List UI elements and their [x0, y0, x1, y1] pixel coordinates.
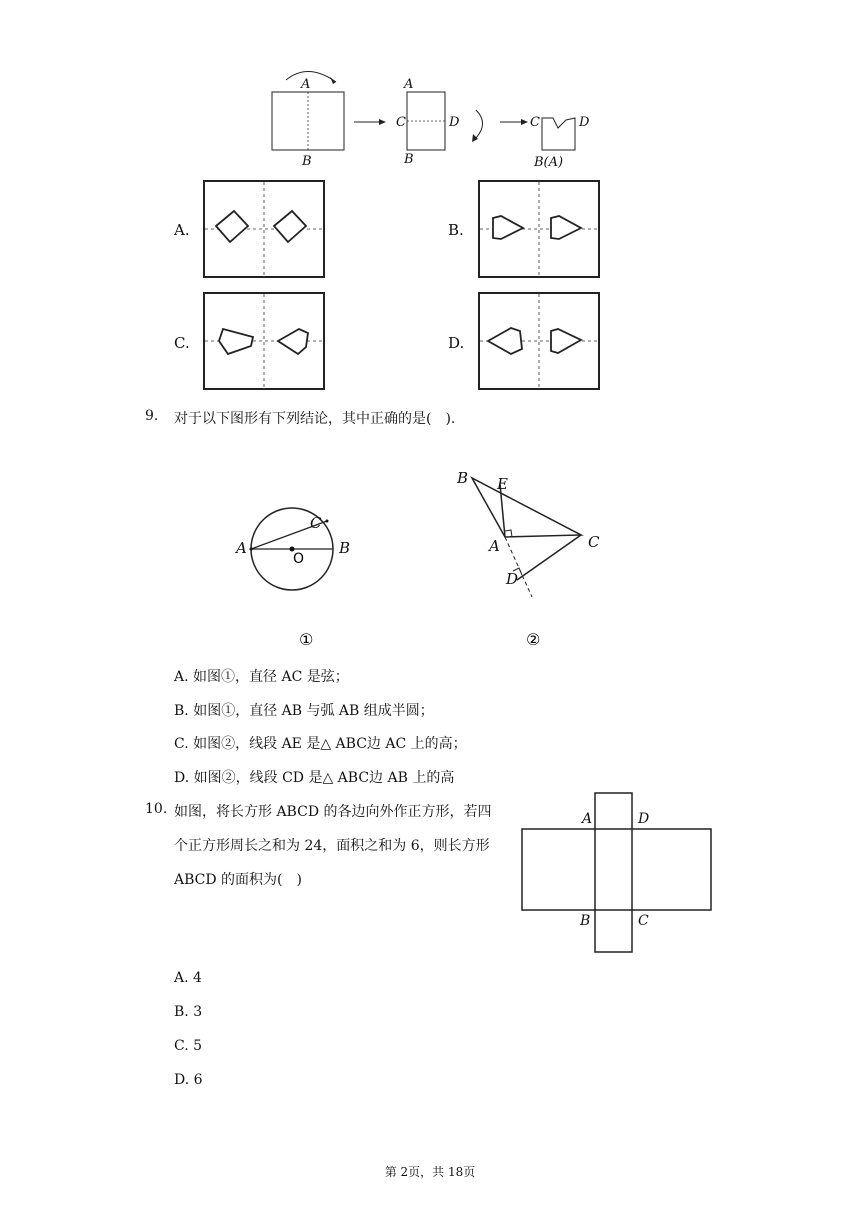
- q9-fig1-label-c: C: [310, 514, 322, 532]
- fold-label-c2: C: [530, 115, 540, 130]
- q10-option-c: C. 5: [174, 1038, 203, 1054]
- fold-label-ba: B(A): [534, 155, 564, 170]
- q8-option-a-letter: A.: [174, 221, 190, 239]
- q10-fig-label-b: B: [580, 913, 591, 929]
- q9-number: 9.: [145, 408, 159, 424]
- q10-line-3: ABCD 的面积为( ): [174, 872, 302, 888]
- q9-fig2-label-d: D: [506, 570, 519, 588]
- q10-fig-label-c: C: [638, 913, 649, 929]
- q10-number: 10.: [145, 801, 168, 817]
- q9-option-a: A. 如图①，直径 AC 是弦；: [174, 669, 349, 685]
- page-footer: 第 2页，共 18页: [384, 1165, 476, 1179]
- q9-option-b: B. 如图①，直径 AB 与弧 AB 组成半圆；: [174, 703, 434, 719]
- q9-fig2-label-e: E: [497, 475, 508, 493]
- fold-label-d: D: [449, 115, 460, 130]
- fold-label-c: C: [396, 115, 406, 130]
- fold-label-a2: A: [404, 77, 414, 92]
- q9-fig2-label-a: A: [489, 537, 500, 555]
- q10-option-d: D. 6: [174, 1072, 203, 1088]
- q9-fig2-label-c: C: [588, 533, 600, 551]
- q10-line-2: 个正方形周长之和为 24，面积之和为 6，则长方形: [174, 838, 490, 854]
- q10-line-1: 如图，将长方形 ABCD 的各边向外作正方形，若四: [174, 804, 492, 820]
- fold-label-b2: B: [404, 152, 414, 167]
- q9-option-d: D. 如图②，线段 CD 是△ ABC边 AB 上的高: [174, 770, 455, 786]
- fold-label-d2: D: [579, 115, 590, 130]
- q9-fig2-caption: ②: [526, 630, 541, 649]
- q9-stem: 对于以下图形有下列结论，其中正确的是( ).: [174, 411, 456, 427]
- q9-fig1-label-b: B: [339, 539, 351, 557]
- fold-label-a: A: [301, 77, 311, 92]
- q10-option-a: A. 4: [174, 970, 202, 986]
- q10-option-b: B. 3: [174, 1004, 203, 1020]
- q8-option-c-letter: C.: [174, 334, 190, 352]
- q10-fig-label-d: D: [638, 811, 650, 827]
- q8-option-b-letter: B.: [448, 221, 464, 239]
- q9-fig1-label-o: O: [293, 551, 305, 567]
- q9-fig1-caption: ①: [299, 630, 314, 649]
- q10-fig-label-a: A: [582, 811, 593, 827]
- q9-fig1-label-a: A: [236, 539, 247, 557]
- q9-option-c: C. 如图②，线段 AE 是△ ABC边 AC 上的高；: [174, 736, 467, 752]
- fold-label-b: B: [302, 154, 312, 169]
- q8-option-d-letter: D.: [448, 334, 465, 352]
- q9-fig2-label-b: B: [457, 469, 469, 487]
